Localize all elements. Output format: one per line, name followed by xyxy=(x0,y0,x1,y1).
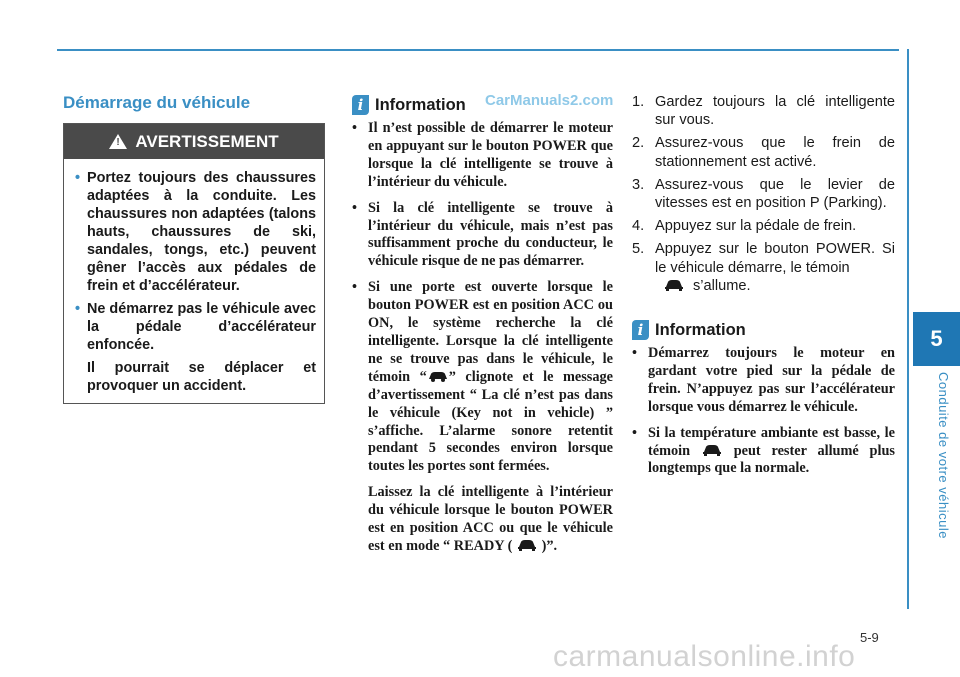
info-icon: i xyxy=(352,95,369,115)
info-heading-2 xyxy=(632,320,746,340)
car-warning-icon xyxy=(427,370,449,382)
chapter-number-tab: 5 xyxy=(913,312,960,366)
info-item: • Si une porte est ouverte lorsque le bouton POWER est en position ACC ou ON, le système recherche la clé intelligente. Lorsque la clé intelligente ne se trouve pas dans le véhicule, le témoin “ ” clignote et le message d’avertissement “ La clé n’est pas dans le véhicule (Key not in vehicle) ” s’affiche. L’alarme sonore retentit pendant 5 secondes environ lorsque toutes les portes sont fermées. xyxy=(352,279,614,475)
info-title: Information xyxy=(375,95,466,114)
watermark-bottom: carmanualsonline.info xyxy=(553,640,856,673)
warning-item: • Portez toujours des chaussures adaptées à la conduite. Les chaussures non adaptées (talons hauts, chaussures de ski, sandales, tongs, etc.) peuvent gêner l’accès aux pédales de frein et d’accélérateur. xyxy=(75,170,316,294)
info-item: • Il n’est possible de démarrer le moteur en appuyant sur le bouton POWER que lorsque la clé intelligente se trouve à l’intérieur du véhicule. xyxy=(352,120,613,190)
ready-car-icon xyxy=(516,539,538,551)
warning-title: AVERTISSEMENT xyxy=(135,131,279,151)
step-item: 1. Gardez toujours la clé intelligente sur vous. xyxy=(632,94,895,129)
info-heading-1 xyxy=(352,95,466,115)
ready-car-icon xyxy=(663,279,685,291)
chapter-title: Conduite de votre véhicule xyxy=(936,372,951,539)
right-divider xyxy=(907,49,909,609)
info-list-2 xyxy=(632,345,895,486)
warning-box xyxy=(63,123,325,404)
step-item: 4. Appuyez sur la pédale de frein. xyxy=(632,218,857,235)
top-divider xyxy=(57,49,899,51)
info-item: • Si la température ambiante est basse, le témoin peut rester allumé plus longtemps que la normale. xyxy=(632,424,895,477)
watermark-top: CarManuals2.com xyxy=(485,92,614,109)
warning-triangle-icon: ! xyxy=(109,134,127,149)
warning-body xyxy=(64,159,324,395)
warning-item: • Ne démarrez pas le véhicule avec la pédale d’accélérateur enfoncée. xyxy=(75,301,316,353)
step-item: 5. Appuyez sur le bouton POWER. Si le véhicule démarre, le témoin s’allume. xyxy=(632,241,895,294)
step-item: 3. Assurez-vous que le levier de vitesses est en position P (Parking). xyxy=(632,176,895,212)
ready-car-icon xyxy=(701,444,723,456)
info-icon: i xyxy=(632,320,649,340)
info-title: Information xyxy=(655,320,746,339)
info-item: • Démarrez toujours le moteur en gardant votre pied sur la pédale de frein. N’appuyez pas sur l’accélérateur lorsque vous démarrez le véhicule. xyxy=(632,345,895,415)
info-paragraph: Laissez la clé intelligente à l’intérieur du véhicule lorsque le bouton POWER est en position ACC ou que le véhicule est en mode “ READY ( )”. xyxy=(368,484,613,554)
start-procedure-steps xyxy=(632,93,895,300)
info-list-1 xyxy=(352,120,613,556)
info-item: • Si la clé intelligente se trouve à l’intérieur du véhicule, mais n’est pas suffisamment proche du conducteur, le véhicule risque de ne pas démarrer. xyxy=(352,199,613,270)
section-title: Démarrage du véhicule xyxy=(63,93,251,112)
warning-header xyxy=(64,124,324,159)
warning-note: Il pourrait se déplacer et provoquer un accident. xyxy=(87,360,316,394)
step-item: 2. Assurez-vous que le frein de stationnement est activé. xyxy=(632,135,895,170)
page-number: 5-9 xyxy=(860,630,879,645)
